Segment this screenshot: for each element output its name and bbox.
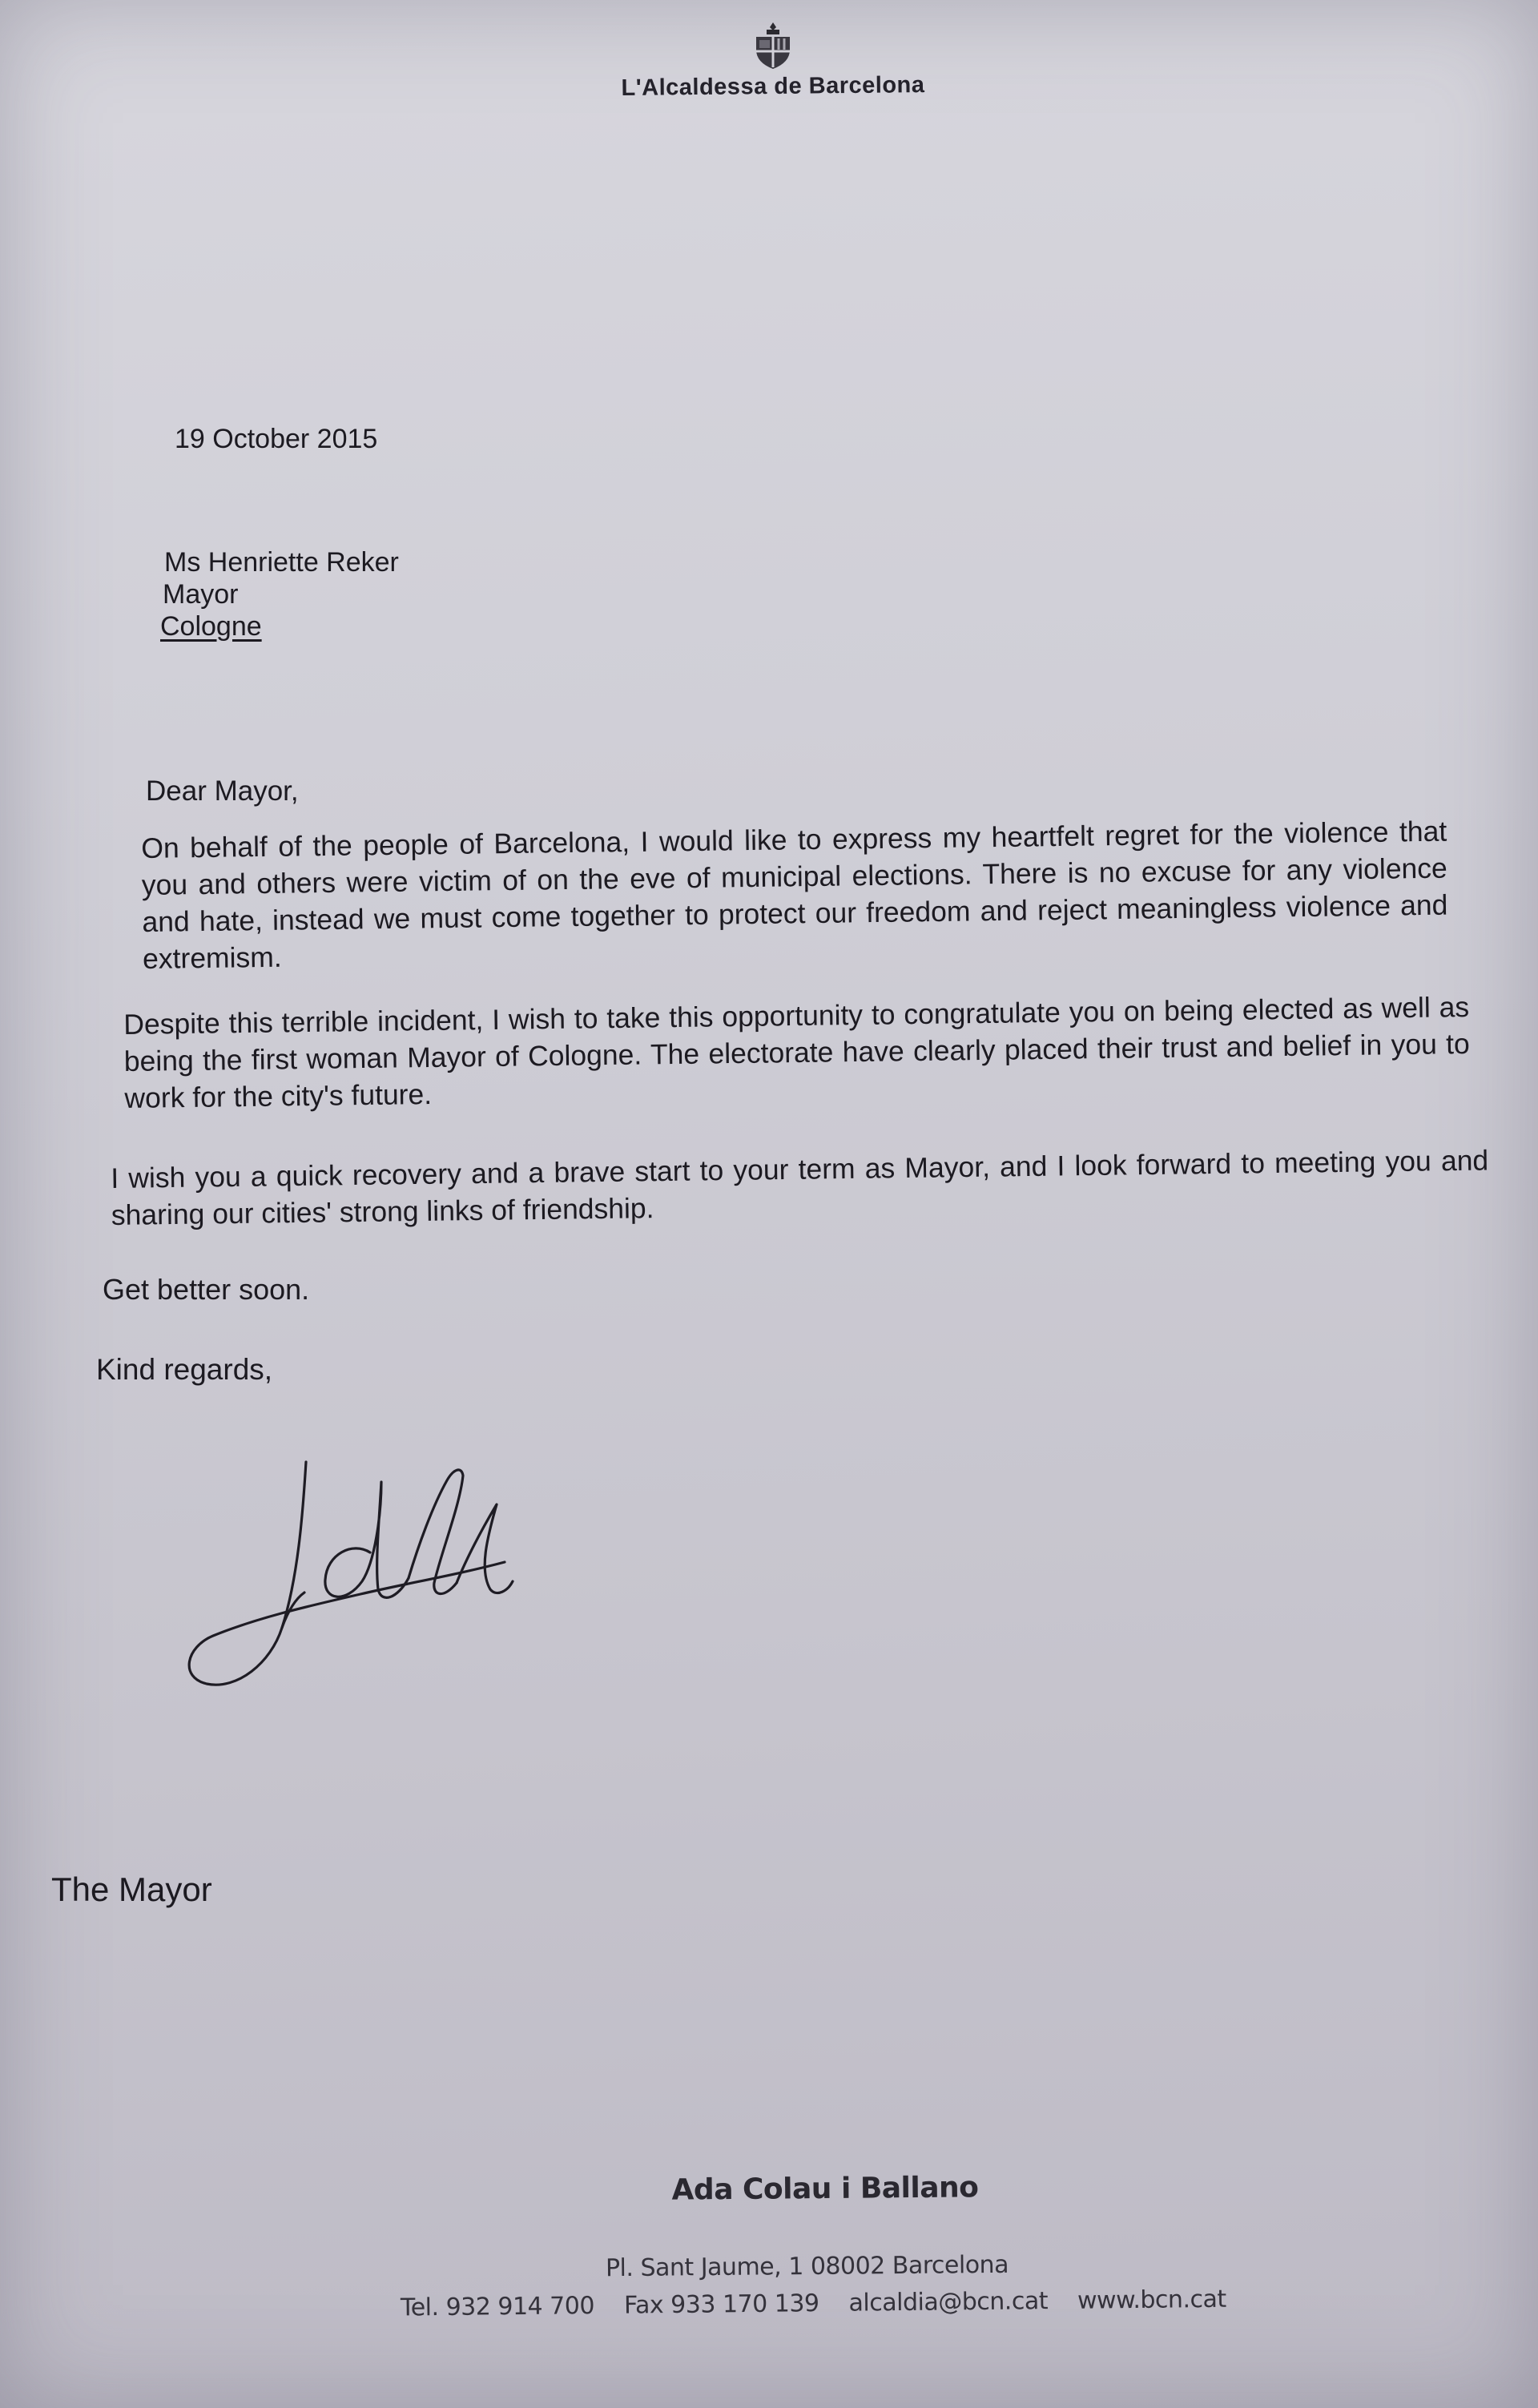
handwritten-signature (168, 1418, 521, 1706)
salutation: Dear Mayor, (146, 775, 299, 807)
footer-web[interactable]: www.bcn.cat (1077, 2285, 1226, 2315)
recipient-city: Cologne (160, 611, 262, 642)
paragraph-1: On behalf of the people of Barcelona, I would like to express my heartfelt regret for the violence that you and others were victim of on the eve of municipal elections. There is no excuse for any violence and hate, instead we must come together to protect our freedom and reject meaningless violence and extremism. (141, 815, 1448, 975)
footer-signatory-name: Ada Colau i Ballano (671, 2171, 979, 2207)
recipient-position: Mayor (163, 579, 239, 610)
letter-date: 19 October 2015 (175, 424, 378, 454)
footer-fax: Fax 933 170 139 (623, 2289, 819, 2320)
recipient-name: Ms Henriette Reker (164, 547, 399, 578)
footer-contact-line (401, 2285, 1249, 2321)
barcelona-crest-icon (745, 18, 801, 74)
footer-address: Pl. Sant Jaume, 1 08002 Barcelona (605, 2250, 1009, 2283)
footer-tel: Tel. 932 914 700 (400, 2292, 595, 2322)
paragraph-3: I wish you a quick recovery and a brave start to your term as Mayor, and I look forward to meeting you and sharing our cities' strong links of friendship. (111, 1144, 1489, 1231)
paragraph-2: Despite this terrible incident, I wish to take this opportunity to congratulate you on being elected as well as being the first woman Mayor of Cologne. The electorate have clearly placed their trust and belief in you to work for the city's future. (123, 991, 1471, 1114)
signatory-title: The Mayor (51, 1870, 212, 1908)
closing-line: Kind regards, (96, 1353, 273, 1386)
footer-email[interactable]: alcaldia@bcn.cat (848, 2287, 1049, 2317)
letterhead-title: L'Alcaldessa de Barcelona (621, 72, 925, 101)
wish-line: Get better soon. (103, 1273, 310, 1306)
